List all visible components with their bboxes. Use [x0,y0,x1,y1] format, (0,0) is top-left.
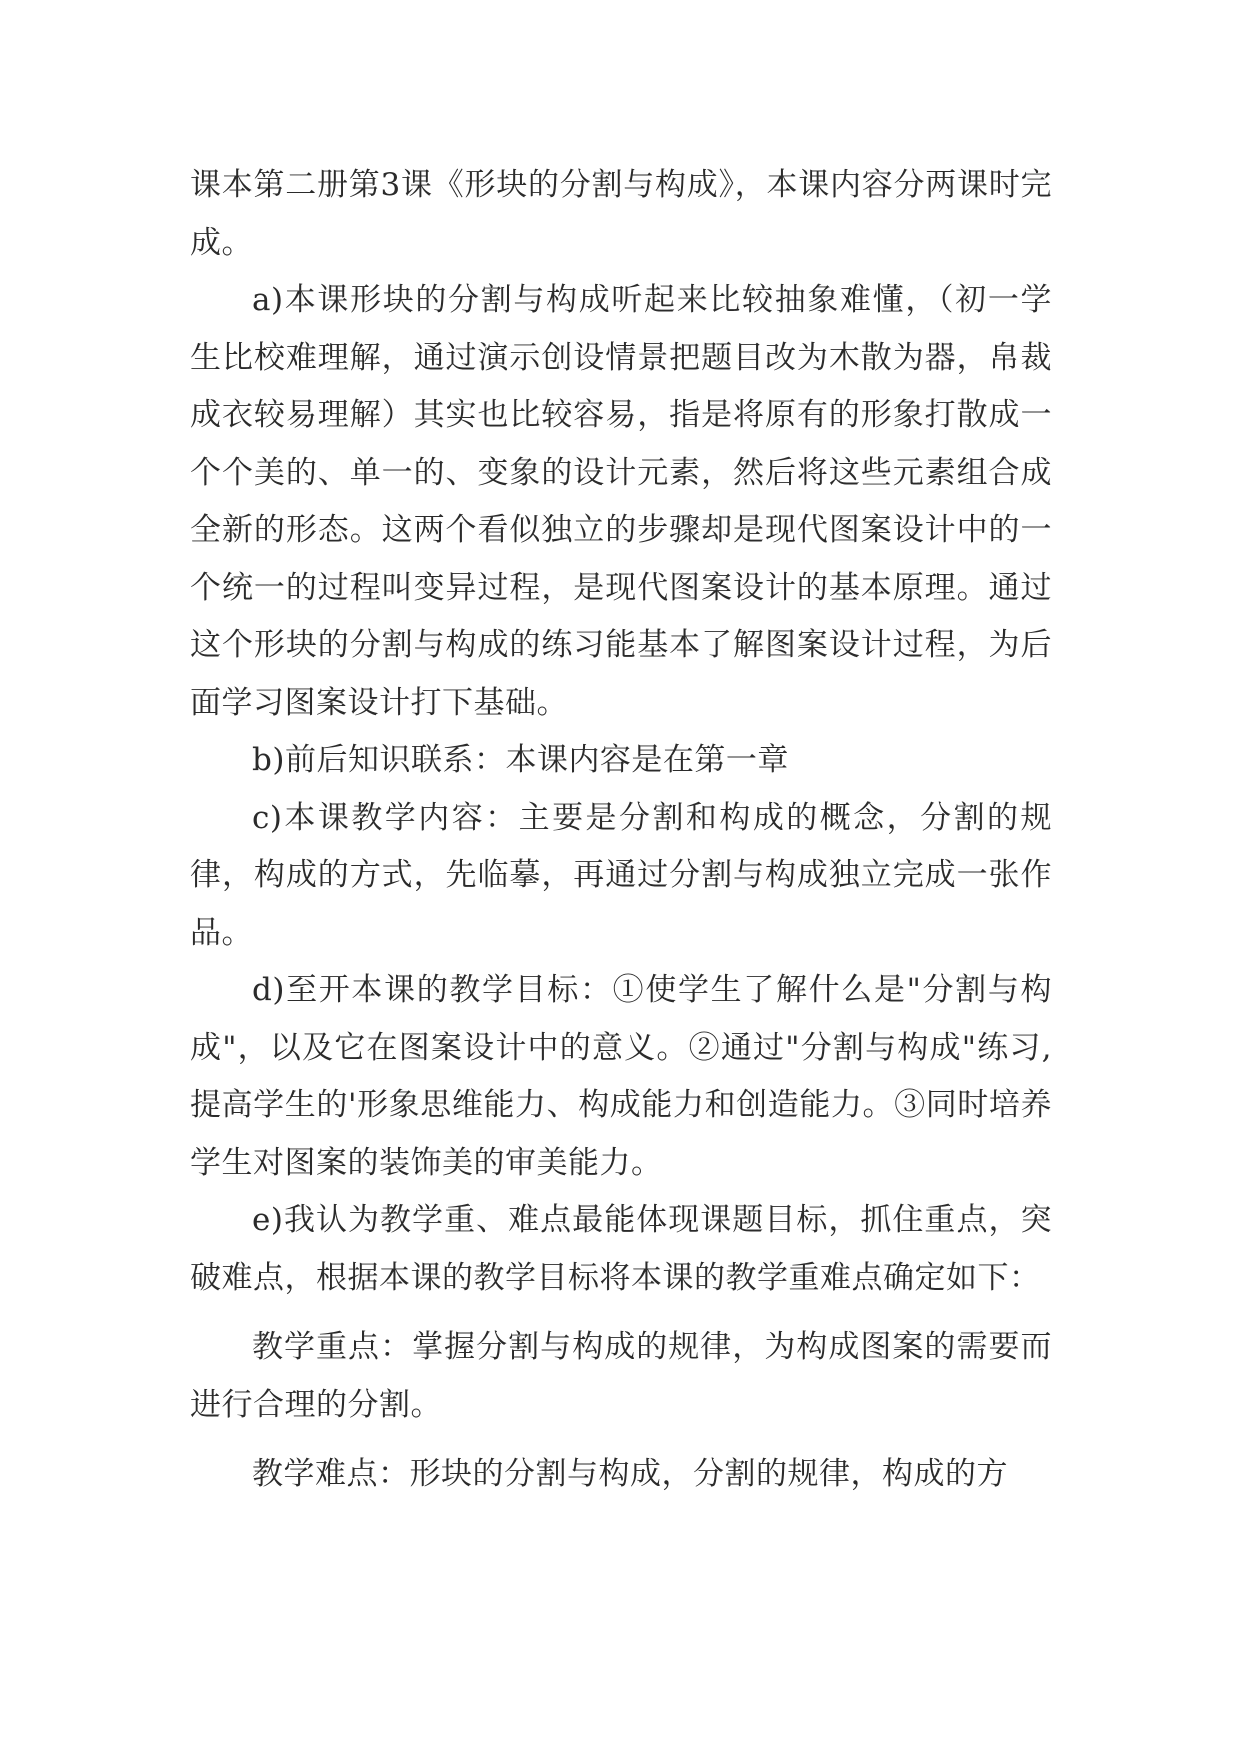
paragraph-c: c)本课教学内容：主要是分割和构成的概念，分割的规律，构成的方式，先临摹，再通过分割与构成独立完成一张作品。 [190,799,1052,951]
paragraph-e: e)我认为教学重、难点最能体现课题目标，抓住重点，突破难点，根据本课的教学目标将本课的教学重难点确定如下： [190,1202,1052,1296]
paragraph-a: a)本课形块的分割与构成听起来比较抽象难懂，（初一学生比校难理解，通过演示创设情景把题目改为木散为器，帛裁成衣较易理解）其实也比较容易，指是将原有的形象打散成一个个美的、单一的、变象的设计元素，然后将这些元素组合成全新的形态。这两个看似独立的步骤却是现代图案设计中的一个统一的过程叫变异过程，是现代图案设计的基本原理。通过这个形块的分割与构成的练习能基本了解图案设计过程，为后面学习图案设计打下基础。 [190,282,1052,721]
paragraph-b: b)前后知识联系：本课内容是在第一章 [252,742,789,778]
paragraph-difficulty: 教学难点：形块的分割与构成，分割的规律，构成的方 [252,1456,1008,1492]
document-body [190,157,1052,1504]
paragraph-d: d)至开本课的教学目标：①使学生了解什么是"分割与构成"，以及它在图案设计中的意义。②通过"分割与构成"练习,提高学生的'形象思维能力、构成能力和创造能力。③同时培养学生对图案的装饰美的审美能力。 [190,972,1052,1181]
paragraph-intro: 课本第二册第3课《形块的分割与构成》，本课内容分两课时完成。 [190,167,1052,261]
paragraph-key-point: 教学重点：掌握分割与构成的规律，为构成图案的需要而进行合理的分割。 [190,1329,1052,1423]
